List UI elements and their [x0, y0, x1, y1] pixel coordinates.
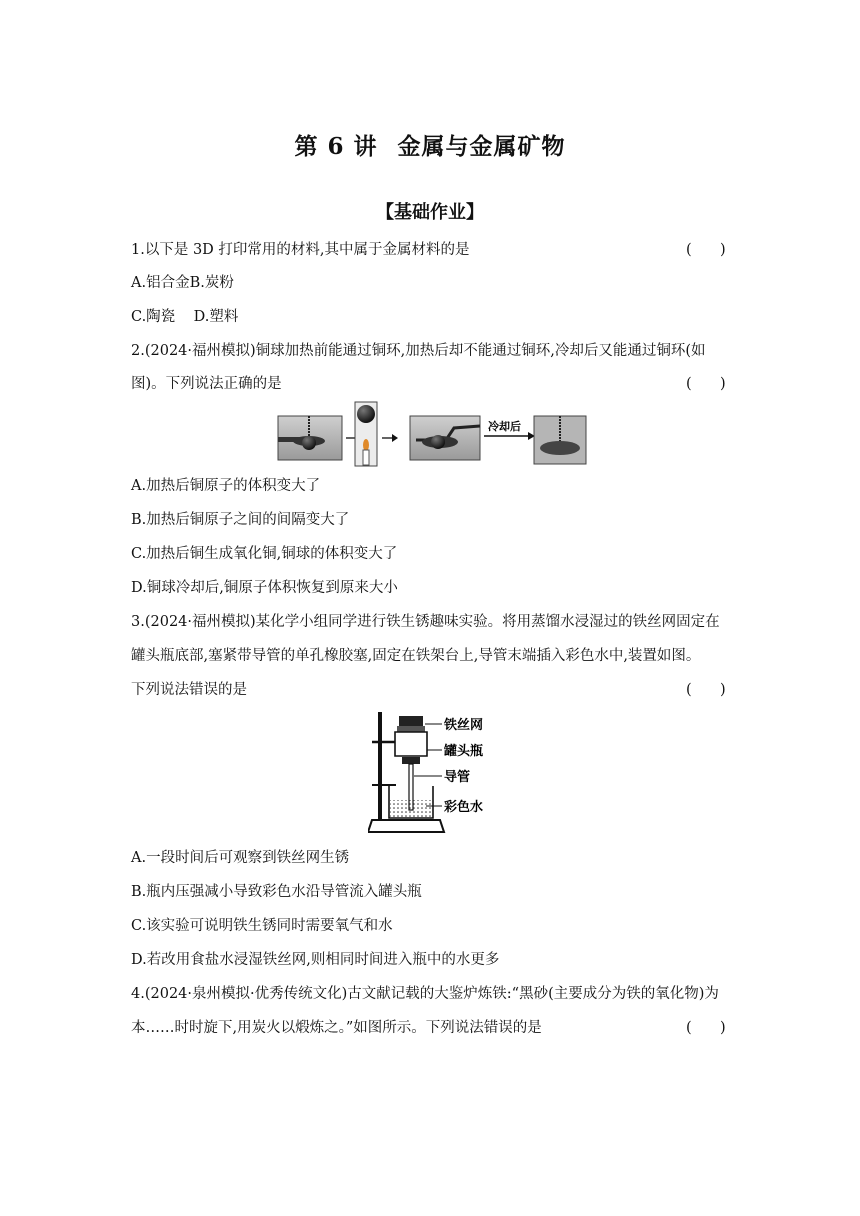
q2-option-c: C.加热后铜生成氧化铜,铜球的体积变大了	[131, 546, 398, 562]
label-tube: 导管	[444, 770, 471, 785]
q3-option-b: B.瓶内压强减小导致彩色水沿导管流入罐头瓶	[131, 884, 422, 900]
label-iron-mesh: 铁丝网	[444, 718, 484, 733]
label-colored-water: 彩色水	[444, 800, 484, 815]
q3-option-d: D.若改用食盐水浸湿铁丝网,则相同时间进入瓶中的水更多	[131, 952, 500, 968]
q4-stem-line2: 本……时时旋下,用炭火以煅炼之。”如图所示。下列说法错误的是	[131, 1020, 542, 1036]
q1-option-ab: A.铝合金B.炭粉	[131, 275, 234, 291]
q1-option-cd: C.陶瓷 D.塑料	[131, 309, 239, 325]
q4-stem-line1: 4.(2024·泉州模拟·优秀传统文化)古文献记载的大鉴炉炼铁:“黑砂(主要成分为铁的氧化物)为	[131, 986, 719, 1002]
q3-option-c: C.该实验可说明铁生锈同时需要氧气和水	[131, 918, 393, 934]
section-title: 【基础作业】	[376, 202, 484, 223]
q1-stem: 1.以下是 3D 打印常用的材料,其中属于金属材料的是	[131, 242, 470, 258]
lesson-topic: 金属与金属矿物	[397, 133, 566, 160]
label-jar: 罐头瓶	[444, 744, 484, 759]
q3-stem-line3: 下列说法错误的是	[131, 682, 247, 698]
q2-stem-line1: 2.(2024·福州模拟)铜球加热前能通过铜环,加热后却不能通过铜环,冷却后又能通过铜环(如	[131, 343, 706, 359]
q3-option-a: A.一段时间后可观察到铁丝网生锈	[131, 850, 350, 866]
q3-answer-paren: ( )	[686, 682, 726, 698]
q2-stem-line2: 图)。下列说法正确的是	[131, 376, 282, 392]
page-title	[0, 128, 860, 161]
q2-option-a: A.加热后铜原子的体积变大了	[131, 478, 321, 494]
q2-option-d: D.铜球冷却后,铜原子体积恢复到原来大小	[131, 580, 398, 596]
q3-figure-apparatus	[368, 710, 498, 836]
q2-figure-label: 冷却后	[488, 420, 521, 433]
q2-answer-paren: ( )	[686, 376, 726, 392]
q3-stem-line1: 3.(2024·福州模拟)某化学小组同学进行铁生锈趣味实验。将用蒸馏水浸湿过的铁丝网固定在	[131, 614, 720, 630]
q2-figure-copper-ball	[276, 400, 588, 470]
q3-stem-line2: 罐头瓶底部,塞紧带导管的单孔橡胶塞,固定在铁架台上,导管末端插入彩色水中,装置如图。	[131, 648, 701, 664]
lesson-number: 第 6 讲	[294, 133, 378, 160]
q1-answer-paren: ( )	[686, 242, 726, 258]
q2-option-b: B.加热后铜原子之间的间隔变大了	[131, 512, 350, 528]
q4-answer-paren: ( )	[686, 1020, 726, 1036]
